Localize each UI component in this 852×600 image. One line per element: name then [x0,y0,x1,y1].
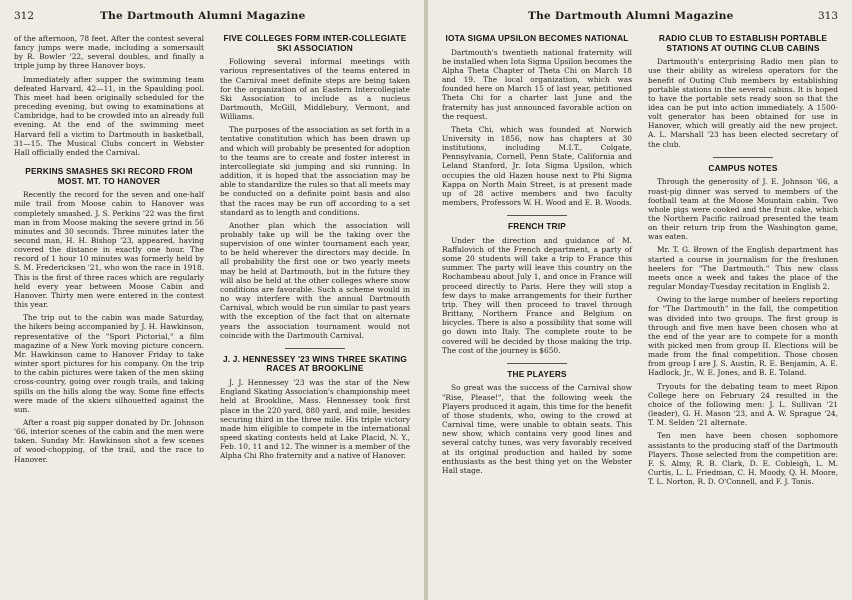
article-paragraph: Through the generosity of J. E. Johnson '66, a roast-pig dinner was served to members of the football team at the Moose Mountain cabin. Two whole pigs were cooked and the fruit cake, which the Northern Pacific railroad presented the team on their return trip from the Washington game, was eaten. [648,177,838,242]
right-page-header [428,10,852,24]
article-heading: THE PLAYERS [507,368,567,379]
left-page [0,0,424,600]
article-heading: CAMPUS NOTES [708,162,778,173]
article-paragraph: Tryouts for the debating team to meet Ripon College here on February 24 resulted in the choice of the following men: J. L. Sullivan '21 (leader), G. H. Mason '23, and A. W. Sprague '24, T. M. Selden '21 alternate. [648,381,838,428]
article-paragraph: Theta Chi, which was founded at Norwich University in 1856, now has chapters at 30 institutions, including M.I.T., Colgate, Pennsylvania, Cornell, Penn State, California and Leland Stanford, Jr. Iota Sigma Upsilon, which occupies the old Hazen house next to Phi Sigma Kappa on North Main Street, is at present made up of 28 active members and two faculty members, Professors W. H. Wood and E. B. Woods. [442,124,632,208]
running-title: The Dartmouth Alumni Magazine [100,10,306,22]
left-column-1 [14,34,204,468]
article-paragraph: J. J. Hennessey '23 was the star of the New England Skating Association's championship meet held at Brookline, Mass. Hennessey took first place in the 220 yard, 880 yard, and mile, besides securing third in the three mile. His triple victory made him eligible to compete in the international speed skating contests held at Lake Placid, N. Y., Feb. 10, 11 and 12. The winner is a member of the Alpha Chi Rho fraternity and a native of Hanover. [220,378,410,461]
left-column-2 [220,34,410,464]
article-paragraph: Dartmouth's enterprising Radio men plan to use their ability as wireless operators for the benefit of Outing Club members by establishing portable stations in the several cabins. It is hoped to have the portable sets ready soon so that the idea can be put into action immediately. A 1500-volt generator has been obtained for use in Hanover, which will greatly aid the new project. A. L. Marshall '23 has been elected secretary of the club. [648,57,838,149]
section-divider [507,215,567,216]
article-heading: PERKINS SMASHES SKI RECORD FROM MOST. MT. TO HANOVER [25,166,193,186]
article-paragraph: Mr. T. G. Brown of the English department has started a course in journalism for the freshmen heelers for "The Dartmouth." This new class meets once a week and takes the place of the regular Monday-Tuesday recitation in English 2. [648,245,838,292]
article-paragraph: Owing to the large number of heelers reporting for "The Dartmouth" in the fall, the competition was divided into two groups. The first group is through and five men have been chosen who at the end of the year are to compete for a month with picked men from group II. Elections will be made from the final competition. Those chosen from group I are J. S. Austin, R. E. Benjamin, A. E. Hadlock, Jr., W. E. Jones, and B. E. Toland. [648,295,838,378]
article-heading: J. J. HENNESSEY '23 WINS THREE SKATING RACES AT BROOKLINE [222,353,407,374]
right-column-2 [648,34,838,490]
article-paragraph: After a roast pig supper donated by Dr. Johnson '66, interior scenes of the cabin and the men were taken. Sunday Mr. Hawkinson shot a few scenes of wood-chopping, of the trail, and the race to Hanover. [14,417,204,464]
article-heading: FIVE COLLEGES FORM INTER-COLLEGIATE SKI ASSOCIATION [223,33,407,53]
section-divider [285,348,345,349]
article-paragraph: Dartmouth's twentieth national fraternity will be installed when Iota Sigma Upsilon becomes the Alpha Theta Chapter of Theta Chi on March 18 and 19. The local organization, which was founded here on March 15 of last year, petitioned Theta Chi for a charter last June and the fraternity has just announced favorable action on the request. [442,47,632,121]
section-divider [713,157,773,158]
article-paragraph: The trip out to the cabin was made Saturday, the hikers being accompanied by J. H. Hawkinson, representative of the "Sport Pictorial," a film magazine of a New York moving picture concern. Mr. Hawkinson came to Hanover Friday to take winter sport pictures for his company. On the trip to the cabin pictures were taken of the men skiing cross-country, going over rough trails, and taking spills on the hills along the way. Some fine effects were made of the skiers silhouetted against the sun. [14,313,204,414]
article-paragraph: So great was the success of the Carnival show "Rise, Please!", that the following week the Players produced it again, this time for the benefit of those students, who, owing to the crowd at Carnival time, were unable to obtain seats. This new show, which contains very good lines and several catchy tunes, was very favorably received at its original production and hailed by some enthusiasts as the best thing yet on the Webster Hall stage. [442,383,632,475]
article-paragraph: The purposes of the association as set forth in a tentative constitution which has been drawn up and which will probably be presented for adoption to the teams are to create and foster interest in intercollegiate ski jumping and ski running. In addition, it is hoped that the association may be able to standardize the rules so that all meets may be conducted on a definite point basis and also that the races may be run off according to a set standard as to length and conditions. [220,125,410,217]
page-number: 312 [14,10,35,22]
section-divider [507,363,567,364]
article-paragraph: Another plan which the association will probably take up will be the taking over the supervision of one winter tournament each year, to be held wherever the directors may decide. In all probability the first one or two yearly meets may be held at Dartmouth, but in the future they will also be held at the other colleges where snow conditions are favorable. Such a scheme would in no way interfere with the annual Dartmouth Carnival, which would be run similar to past years with the exception of the fact that on alternate years the association tournament would not coincide with the Dartmouth Carnival. [220,220,410,340]
right-column-1 [442,34,632,479]
article-paragraph: Recently the record for the seven and one-half mile trail from Moose cabin to Hanover was completely smashed. J. S. Perkins '22 was the first man in from Moose making the severe grind in 56 minutes and 30 seconds. Three minutes later the second man, H. H. Bishop '23, appeared, having covered the distance in exactly one hour. The record of 1 hour 10 minutes was formerly held by S. M. Fredericksen '21, who won the race in 1918. This is the first of three races which are regularly held every year between Moose Cabin and Hanover. Thirty men were entered in the contest this year. [14,190,204,310]
article-paragraph: of the afternoon, 78 feet. After the contest several fancy jumps were made, including a somersault by R. Bowler '22, several doubles, and finally a triple jump by three Hanover boys. [14,34,204,71]
article-heading: IOTA SIGMA UPSILON BECOMES NATIONAL [445,33,629,43]
right-page [428,0,852,600]
article-paragraph: Following several informal meetings with various representatives of the teams entered in the Carnival meet definite steps are being taken for the organization of an Eastern Intercollegiate Ski Association to include as a nucleus Dartmouth, McGill, Middlebury, Vermont, and Williams. [220,57,410,122]
article-heading: RADIO CLUB TO ESTABLISH PORTABLE STATIONS AT OUTING CLUB CABINS [658,33,828,53]
article-paragraph: Under the direction and guidance of M. Raffalovich of the French department, a party of some 20 students will take a trip to France this summer. The party will leave this country on the Rochambeau about July 1, and once in France will proceed directly to Paris. Here they will stop a few days to make arrangements for their further trip. They will then proceed to travel through Brittany, Northern France and Belgium on bicycles. There is also a possibility that some will go down into Italy. The complete route to be covered will be decided by those making the trip. The cost of the journey is $650. [442,235,632,355]
left-page-header [0,10,424,24]
running-title: The Dartmouth Alumni Magazine [528,10,734,22]
article-heading: FRENCH TRIP [508,221,566,232]
page-number: 313 [817,10,838,22]
article-paragraph: Immediately after supper the swimming team defeated Harvard, 42—11, in the Spaulding pool. This meet had been originally scheduled for the preceding evening, but owing to examinations at Cambridge, had to be crowded into an already full evening. At the end of the swimming meet Harvard fell a victim to Dartmouth in basketball, 31—15. The Musical Clubs concert in Webster Hall officially ended the Carnival. [14,74,204,157]
article-paragraph: Ten men have been chosen sophomore assistants to the producing staff of the Dartmouth Players. Those selected from the competition are: F. S. Almy, R. B. Clark, D. E. Cobleigh, L. M. Curtis, L. L. Friedman, C. H. Moody, Q. H. Moore, T. L. Norton, R. D. O'Connell, and F. J. Tonis. [648,431,838,487]
